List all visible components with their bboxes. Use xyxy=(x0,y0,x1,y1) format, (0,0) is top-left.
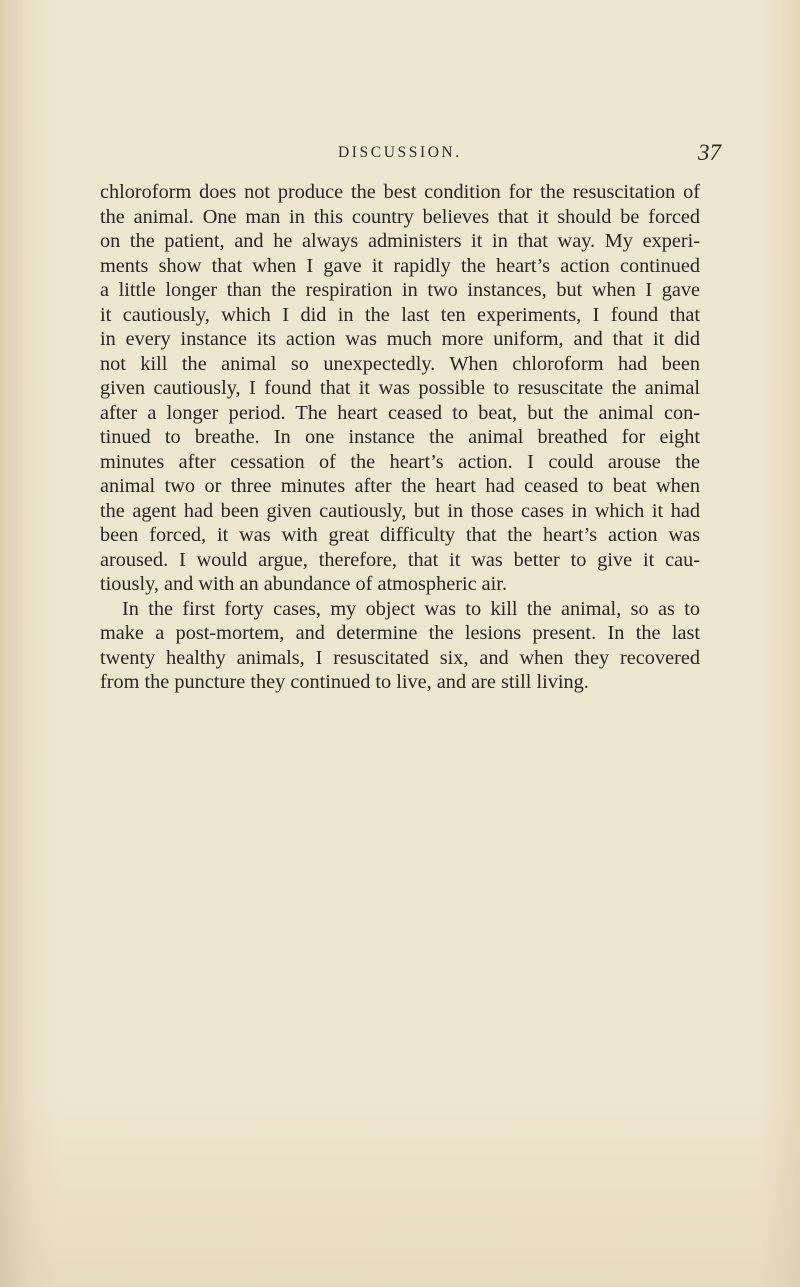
text-line: been forced, it was with great difficulty that the heart’s action was xyxy=(100,524,700,546)
text-line: twenty healthy animals, I resuscitated six, and when they recovered xyxy=(100,646,700,669)
page-number: 37 xyxy=(698,140,721,165)
text-line: aroused. I would argue, therefore, that it was better to give it cau- xyxy=(100,548,700,571)
text-line: after a longer period. The heart ceased to beat, but the animal con- xyxy=(100,401,700,424)
running-head-title: DISCUSSION. xyxy=(338,144,462,161)
text-line: on the patient, and he always administers it in that way. My experi- xyxy=(100,230,700,252)
text-line: tinued to breathe. In one instance the animal breathed for eight xyxy=(100,426,700,448)
text-line: ments show that when I gave it rapidly the heart’s action continued xyxy=(100,254,700,277)
text-line: In the first forty cases, my object was to kill the animal, so as to xyxy=(122,597,700,620)
text-line: in every instance its action was much more uniform, and that it did xyxy=(100,328,700,350)
paragraph-1 xyxy=(100,180,700,597)
text-line: chloroform does not produce the best condition for the resuscitation of xyxy=(100,181,700,203)
text-line: make a post-mortem, and determine the lesions present. In the last xyxy=(100,622,700,644)
text-line: it cautiously, which I did in the last ten experiments, I found that xyxy=(100,303,700,326)
text-line: the animal. One man in this country believes that it should be forced xyxy=(100,205,700,228)
text-line: a little longer than the respiration in two instances, but when I gave xyxy=(100,279,700,301)
text-line: not kill the animal so unexpectedly. When chloroform had been xyxy=(100,352,700,375)
paragraph-2 xyxy=(100,597,700,695)
text-line: the agent had been given cautiously, but in those cases in which it had xyxy=(100,499,700,522)
text-line: from the puncture they continued to live, and are still living. xyxy=(100,671,589,693)
text-line: minutes after cessation of the heart’s action. I could arouse the xyxy=(100,450,700,473)
text-line: given cautiously, I found that it was possible to resuscitate the animal xyxy=(100,377,700,399)
text-line: animal two or three minutes after the heart had ceased to beat when xyxy=(100,475,700,497)
body-text xyxy=(100,180,700,695)
running-head xyxy=(0,140,800,170)
text-line: tiously, and with an abundance of atmospheric air. xyxy=(100,573,508,595)
